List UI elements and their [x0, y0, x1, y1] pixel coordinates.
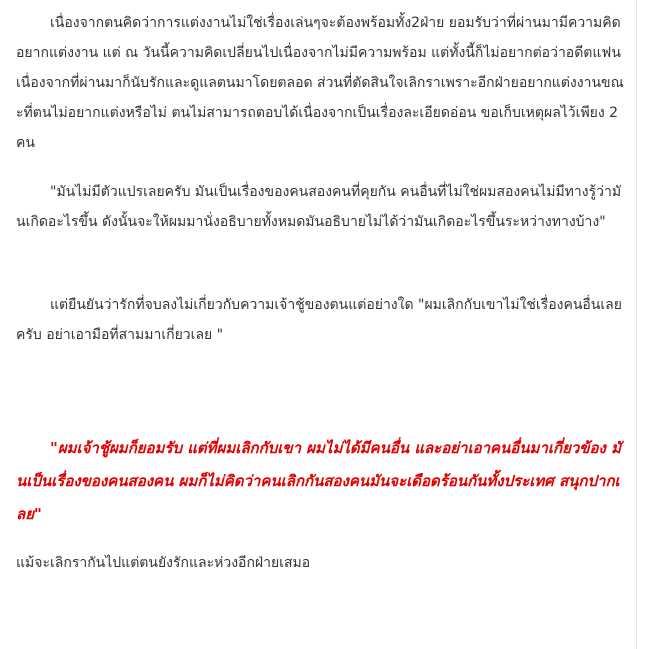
article-body — [16, 0, 632, 649]
paragraph-2-quote: "มันไม่มีตัวแปรเลยครับ มันเป็นเรื่องของคนสองคนที่คุยกัน คนอื่นที่ไม่ใช่ผมสองคนไม่มีทางรู้ว่ามันเกิดอะไรขึ้น ดังนั้นจะให้ผมมานั่งอธิบายทั้งหมดมันอธิบายไม่ได้ว่ามันเกิดอะไรขึ้นระหว่างทางบ้าง" — [16, 184, 622, 230]
column-divider — [636, 0, 637, 649]
paragraph-1: เนื่องจากตนคิดว่าการแต่งงานไม่ใช่เรื่องเล่นๆจะต้องพร้อมทั้ง2ฝ่าย ยอมรับว่าที่ผ่านมามีความคิดอยากแต่งงาน แต่ ณ วันนี้ความคิดเปลี่ยนไปเนื่องจากไม่มีความพร้อม แต่ทั้งนี้ก็ไม่อยากต่อว่าอดีตแฟน เนื่องจากที่ผ่านมาก็นับรักและดูแลตนมาโดยตลอด ส่วนที่ตัดสินใจเลิกราเพราะอีกฝ่ายอยากแต่งงานขณะที่ตนไม่อยากแต่งหรือไม่ ตนไม่สามารถตอบได้เนื่องจากเป็นเรื่องละเอียดอ่อน ขอเก็บเหตุผลไว้เพียง 2 คน — [16, 15, 624, 151]
paragraph-3: แต่ยืนยันว่ารักที่จบลงไม่เกี่ยวกับความเจ้าชู้ของตนแต่อย่างใด "ผมเลิกกับเขาไม่ใช่เรื่องคนอื่นเลยครับ อย่าเอามือที่สามมาเกี่ยวเลย " — [16, 297, 622, 343]
paragraph-5: แม้จะเลิกรากันไปแต่ตนยังรักและห่วงอีกฝ่ายเสมอ — [16, 555, 311, 571]
highlighted-quote: "ผมเจ้าชู้ผมก็ยอมรับ แต่ที่ผมเลิกกับเขา ผมไม่ได้มีคนอื่น และอย่าเอาคนอื่นมาเกี่ยวข้อง มันเป็นเรื่องของคนสองคน ผมก็ไม่คิดว่าคนเลิกกันสองคนมันจะเดือดร้อนกันทั้งประเทศ สนุกปากเลย" — [16, 439, 621, 523]
